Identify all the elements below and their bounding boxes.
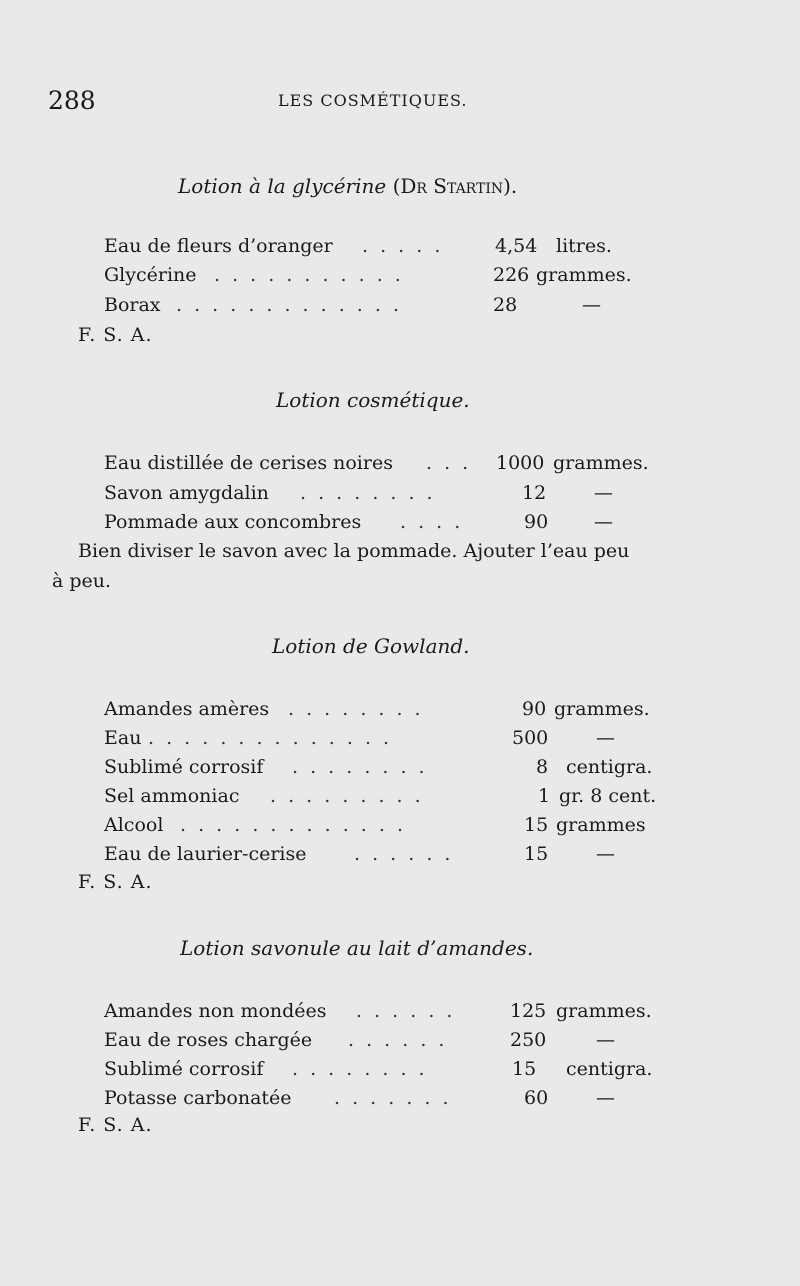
ingredient-quantity: 90 xyxy=(522,698,547,720)
leader-dots: . . . . . . . . . . . . . . xyxy=(148,727,393,749)
recipe-row xyxy=(104,698,684,726)
recipe-row xyxy=(104,785,684,813)
recipe-row xyxy=(104,1029,684,1057)
ingredient-name: Amandes amères xyxy=(104,698,270,720)
ingredient-quantity: 4,54 xyxy=(495,235,538,257)
ingredient-name: Eau de laurier-cerise xyxy=(104,843,307,865)
ingredient-name: Savon amygdalin xyxy=(104,482,269,504)
leader-dots: . . . . . . . . xyxy=(288,698,424,720)
section-title-author: (Dr Startin). xyxy=(392,174,518,198)
ingredient-unit: — xyxy=(594,482,613,504)
ingredient-quantity: 500 xyxy=(512,727,549,749)
recipe-row xyxy=(104,511,684,539)
instruction-text: Bien diviser le savon avec la pommade. Ajouter l’eau peu xyxy=(78,540,630,562)
recipe-row xyxy=(104,235,684,263)
recipe-row xyxy=(104,756,684,784)
ingredient-quantity: 250 xyxy=(510,1029,547,1051)
running-title: LES COSMÉTIQUES. xyxy=(278,91,468,110)
ingredient-quantity: 12 xyxy=(522,482,547,504)
leader-dots: . . . . . . . . . xyxy=(270,785,424,807)
section-title xyxy=(178,174,517,198)
ingredient-unit: centigra. xyxy=(566,756,653,778)
ingredient-name: Sublimé corrosif xyxy=(104,1058,264,1080)
fsa-mark: F. S. A. xyxy=(78,871,153,893)
page-header xyxy=(48,86,748,116)
recipe-row xyxy=(104,452,684,480)
leader-dots: . . . . . . . . . . . xyxy=(214,264,404,286)
ingredient-name: Eau de fleurs d’oranger xyxy=(104,235,333,257)
ingredient-unit: grammes. xyxy=(556,1000,652,1022)
ingredient-unit: — xyxy=(596,727,615,749)
leader-dots: . . . . . . . . xyxy=(300,482,436,504)
leader-dots: . . . . . . . . xyxy=(292,756,428,778)
ingredient-name: Eau distillée de cerises noires xyxy=(104,452,393,474)
ingredient-name: Borax xyxy=(104,294,161,316)
ingredient-name: Potasse carbonatée xyxy=(104,1087,292,1109)
ingredient-unit: grammes. xyxy=(536,264,632,286)
ingredient-quantity: 15 xyxy=(524,814,549,836)
leader-dots: . . . . . . xyxy=(348,1029,448,1051)
leader-dots: . . . xyxy=(426,452,472,474)
section-title-text: Lotion savonule au lait d’amandes. xyxy=(180,936,534,960)
section-title xyxy=(180,936,533,960)
ingredient-quantity: 60 xyxy=(524,1087,549,1109)
section-title xyxy=(272,634,470,658)
leader-dots: . . . . . . . . . . . . . xyxy=(176,294,402,316)
recipe-row xyxy=(104,482,684,510)
ingredient-unit: centigra. xyxy=(566,1058,653,1080)
ingredient-name: Sublimé corrosif xyxy=(104,756,264,778)
ingredient-unit: — xyxy=(596,843,615,865)
ingredient-unit: — xyxy=(596,1029,615,1051)
fsa-mark: F. S. A. xyxy=(78,324,153,346)
ingredient-name: Glycérine xyxy=(104,264,197,286)
ingredient-unit: — xyxy=(596,1087,615,1109)
fsa-mark: F. S. A. xyxy=(78,1114,153,1136)
leader-dots: . . . . . . xyxy=(356,1000,456,1022)
ingredient-name: Eau xyxy=(104,727,142,749)
recipe-row xyxy=(104,727,684,755)
page-number: 288 xyxy=(48,86,96,115)
ingredient-unit: — xyxy=(582,294,601,316)
recipe-row xyxy=(104,843,684,871)
leader-dots: . . . . . . . xyxy=(334,1087,452,1109)
ingredient-quantity: 1000 xyxy=(496,452,545,474)
leader-dots: . . . . . xyxy=(362,235,444,257)
section-title-text: Lotion de Gowland. xyxy=(272,634,470,658)
ingredient-quantity: 226 xyxy=(493,264,530,286)
ingredient-quantity: 28 xyxy=(493,294,518,316)
recipe-row xyxy=(104,1087,684,1115)
recipe-row xyxy=(104,264,684,292)
ingredient-name: Alcool xyxy=(104,814,164,836)
recipe-row xyxy=(104,1000,684,1028)
ingredient-unit: litres. xyxy=(556,235,612,257)
ingredient-unit: grammes. xyxy=(553,452,649,474)
ingredient-name: Eau de roses chargée xyxy=(104,1029,313,1051)
ingredient-unit: — xyxy=(594,511,613,533)
ingredient-quantity: 125 xyxy=(510,1000,547,1022)
ingredient-name: Amandes non mondées xyxy=(104,1000,327,1022)
section-title-text: Lotion à la glycérine xyxy=(178,174,387,198)
ingredient-name: Pommade aux concombres xyxy=(104,511,362,533)
section-title-text: Lotion cosmétique. xyxy=(276,388,470,412)
leader-dots: . . . . . . . . . . . . . xyxy=(180,814,406,836)
ingredient-quantity: 15 xyxy=(512,1058,537,1080)
instruction-text-continued: à peu. xyxy=(52,570,112,592)
leader-dots: . . . . xyxy=(400,511,464,533)
leader-dots: . . . . . . . . xyxy=(292,1058,428,1080)
ingredient-unit: gr. 8 cent. xyxy=(559,785,657,807)
section-title xyxy=(276,388,470,412)
recipe-row xyxy=(104,814,684,842)
leader-dots: . . . . . . xyxy=(354,843,454,865)
ingredient-name: Sel ammoniac xyxy=(104,785,240,807)
ingredient-quantity: 90 xyxy=(524,511,549,533)
ingredient-quantity: 15 xyxy=(524,843,549,865)
ingredient-quantity: 1 xyxy=(538,785,551,807)
recipe-row xyxy=(104,1058,684,1086)
ingredient-unit: grammes xyxy=(556,814,646,836)
ingredient-quantity: 8 xyxy=(536,756,549,778)
recipe-row xyxy=(104,294,684,322)
ingredient-unit: grammes. xyxy=(554,698,650,720)
